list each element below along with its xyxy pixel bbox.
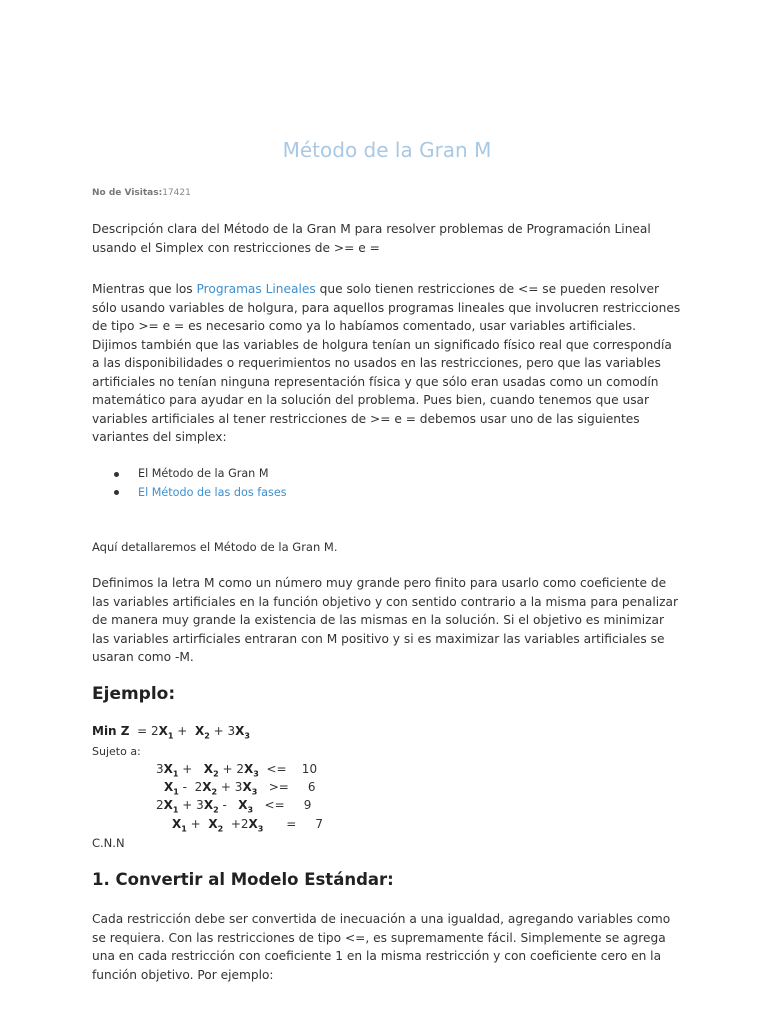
subject-to-label: Sujeto a: xyxy=(92,745,141,758)
constraint-row: $2X_1 + 3X_2 - X_3$ <= 9 xyxy=(156,798,312,815)
constraint-row: $3X_1 + X_2 + 2X_3$ <= 10 xyxy=(156,762,318,779)
example-heading: Ejemplo: xyxy=(92,684,176,704)
page-title: Método de la Gran M xyxy=(282,138,492,162)
paragraph-variables-start: Mientras que los xyxy=(92,282,197,296)
paragraph-detail: Aquí detallaremos el Método de la Gran M. xyxy=(92,540,338,554)
list-item[interactable] xyxy=(114,484,287,503)
cnn-label: C.N.N xyxy=(92,836,125,850)
constraint-row: $X_1 - 2X_2 + 3X_3$ >= 6 xyxy=(164,780,316,797)
method-list xyxy=(114,465,287,502)
list-item-label: El Método de la Gran M xyxy=(138,467,269,480)
visit-counter xyxy=(92,188,191,198)
intro-paragraph: Descripción clara del Método de la Gran M para resolver problemas de Programación Lineal usando el Simplex con restricciones de >= e = xyxy=(92,222,651,255)
paragraph-variables xyxy=(92,280,682,447)
programas-lineales-link[interactable]: Programas Lineales xyxy=(196,282,316,296)
constraint-row: $X_1 + X_2 +2X_3$ = 7 xyxy=(172,817,324,834)
bullet-icon xyxy=(114,490,119,495)
paragraph-definition: Definimos la letra M como un número muy grande pero finito para usarlo como coeficiente de las variables artificiales en la función objetivo y con sentido contrario a la misma para penalizar de manera muy grande la existencia de las mismas en la solución. Si el objetivo es minimizar las variables artirficiales entraran con M positivo y si es maximizar las variables artificiales se usaran como -M. xyxy=(92,576,678,664)
paragraph-standard-model: Cada restricción debe ser convertida de inecuación a una igualdad, agregando variables como se requiera. Con las restricciones de tipo <=, es supremamente fácil. Simplemente se agrega una en cada restricción con coeficiente 1 en la misma restricción y con coeficiente cero en la función objetivo. Por ejemplo: xyxy=(92,912,671,982)
objective-function: Min $Z = 2X_1 + X_2 + 3X_3$ xyxy=(92,724,250,741)
objective-label: Min Z xyxy=(92,724,130,738)
bullet-icon xyxy=(114,472,119,477)
section-heading: 1. Convertir al Modelo Estándar: xyxy=(92,870,394,889)
paragraph-variables-rest: que solo tienen restricciones de <= se pueden resolver sólo usando variables de holgura, para aquellos programas lineales que involucren restricciones de tipo >= e = es necesario como ya lo habíamos comentado, usar variables artificiales. Dijimos también que las variables de holgura tenían un significado físico real que correspondía a las disponibilidades o requerimientos no usados en las restricciones, pero que las variables artificiales no tenían ninguna representación física y que sólo eran usadas como un comodín matemático para ayudar en la solución del problema. Pues bien, cuando tenemos que usar variables artificiales al tener restricciones de >= e = debemos usar uno de las siguientes variantes del simplex: xyxy=(92,282,681,444)
visits-count: 17421 xyxy=(162,188,191,198)
visits-label: No de Visitas: xyxy=(92,188,163,198)
dos-fases-link[interactable]: El Método de las dos fases xyxy=(138,485,287,499)
list-item xyxy=(114,465,287,484)
